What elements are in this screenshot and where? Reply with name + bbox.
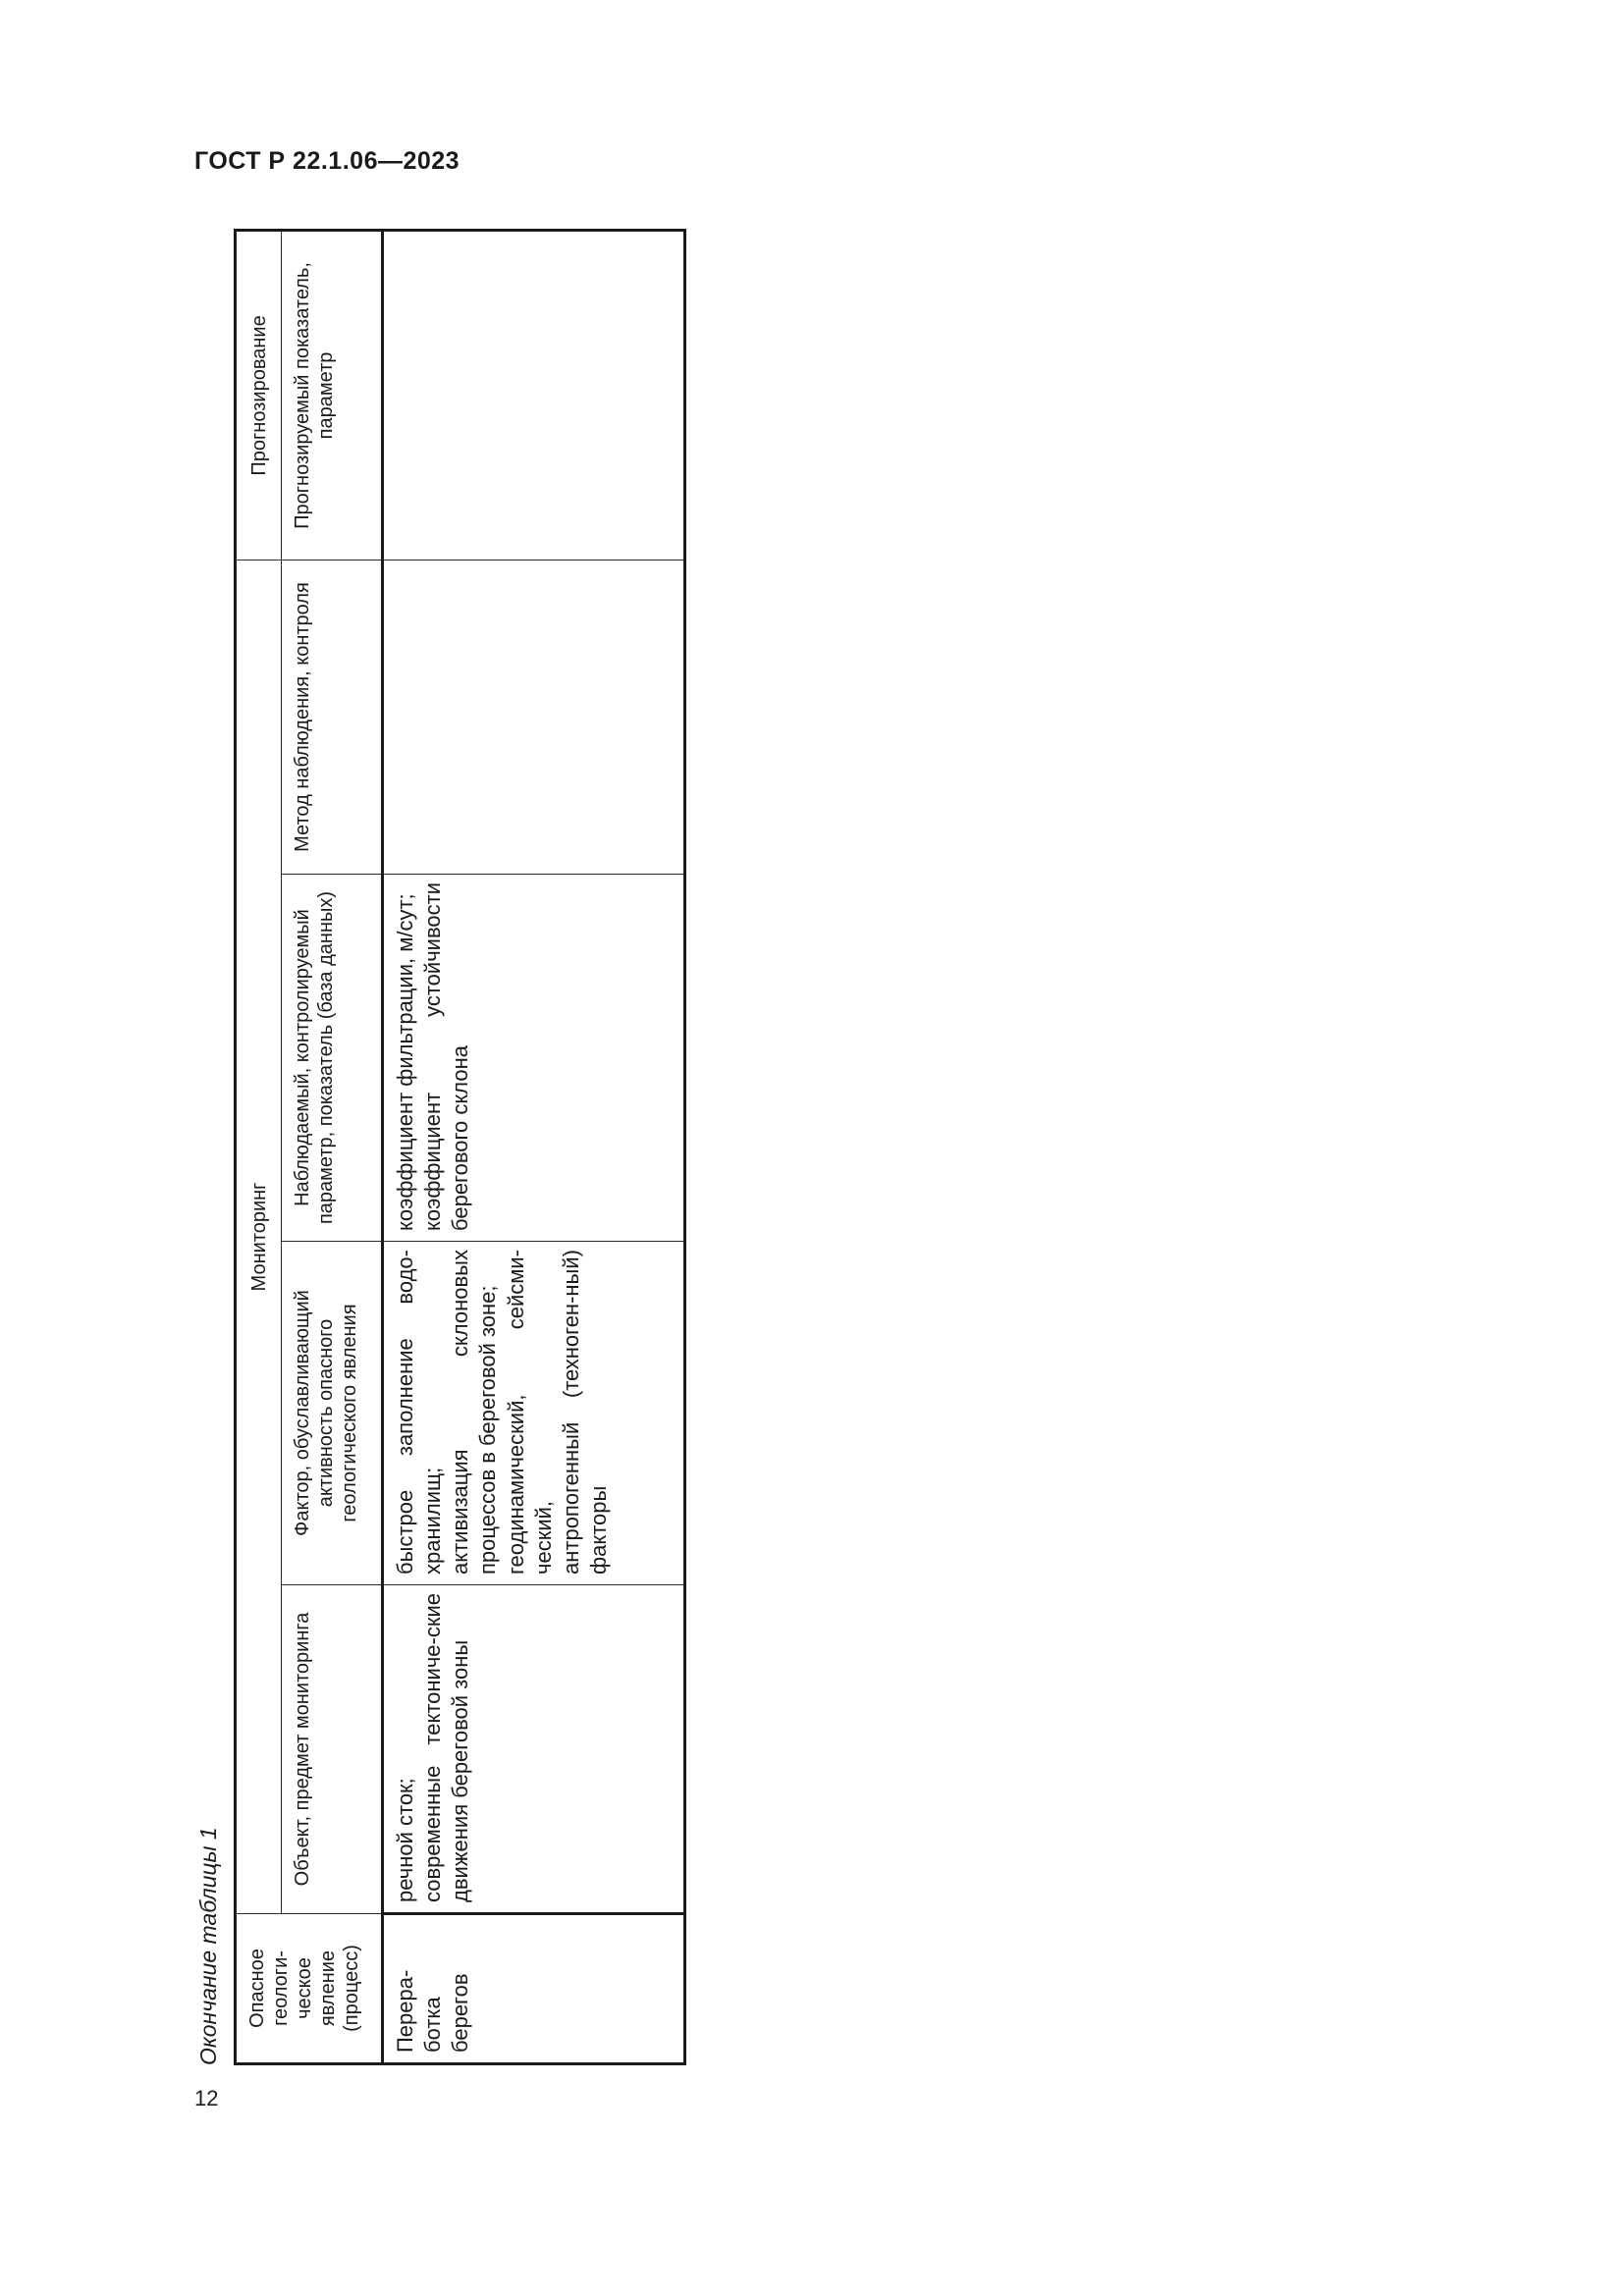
- header-group-monitoring: Мониторинг: [236, 560, 282, 1913]
- header-phenomenon: Опасное геологи-ческое явление (процесс): [236, 1914, 383, 2064]
- cell-text: геодинамический, сейсми-ческий,: [503, 1250, 556, 1575]
- monitoring-table: [234, 229, 686, 2065]
- header-row-columns: [282, 230, 383, 2063]
- cell-text: антропогенный (техноген-ный) факторы: [558, 1250, 612, 1575]
- header-factor: Фактор, обуславливающий активность опасного геологического явления: [282, 1242, 383, 1585]
- cell-text: речной сток;: [393, 1778, 417, 1902]
- header-group-forecast: Прогнозирование: [236, 230, 282, 560]
- standard-code: ГОСТ Р 22.1.06—2023: [194, 147, 460, 175]
- table-caption: Окончание таблицы 1: [195, 1827, 221, 2065]
- cell-text: современные тектониче-ские движения береговой зоны: [420, 1593, 473, 1902]
- header-forecast-parameter: Прогнозируемый показатель, параметр: [282, 230, 383, 560]
- header-parameter: Наблюдаемый, контролируемый параметр, показатель (база данных): [282, 875, 383, 1242]
- page-number: 12: [194, 2086, 219, 2110]
- header-method: Метод наблюдения, контроля: [282, 560, 383, 874]
- cell-forecast: [383, 230, 685, 560]
- cell-object: [383, 1585, 685, 1914]
- cell-phenomenon: [383, 1914, 685, 2064]
- header-object: Объект, предмет мониторинга: [282, 1585, 383, 1914]
- cell-text: коэффициент устойчивости берегового склона: [420, 882, 473, 1231]
- cell-text: коэффициент фильтрации, м/сут;: [393, 893, 417, 1231]
- cell-method: [383, 560, 685, 874]
- cell-factor: [383, 1242, 685, 1585]
- header-row-groups: [236, 230, 282, 2063]
- cell-text: активизация склоновых процессов в береговой зоне;: [448, 1250, 501, 1575]
- table-row: [383, 230, 685, 2063]
- rotated-table-wrapper: [234, 232, 686, 2065]
- cell-text: Перера-ботка берегов: [393, 1969, 473, 2053]
- cell-text: быстрое заполнение водо-хранилищ;: [393, 1250, 446, 1575]
- cell-parameter: [383, 875, 685, 1242]
